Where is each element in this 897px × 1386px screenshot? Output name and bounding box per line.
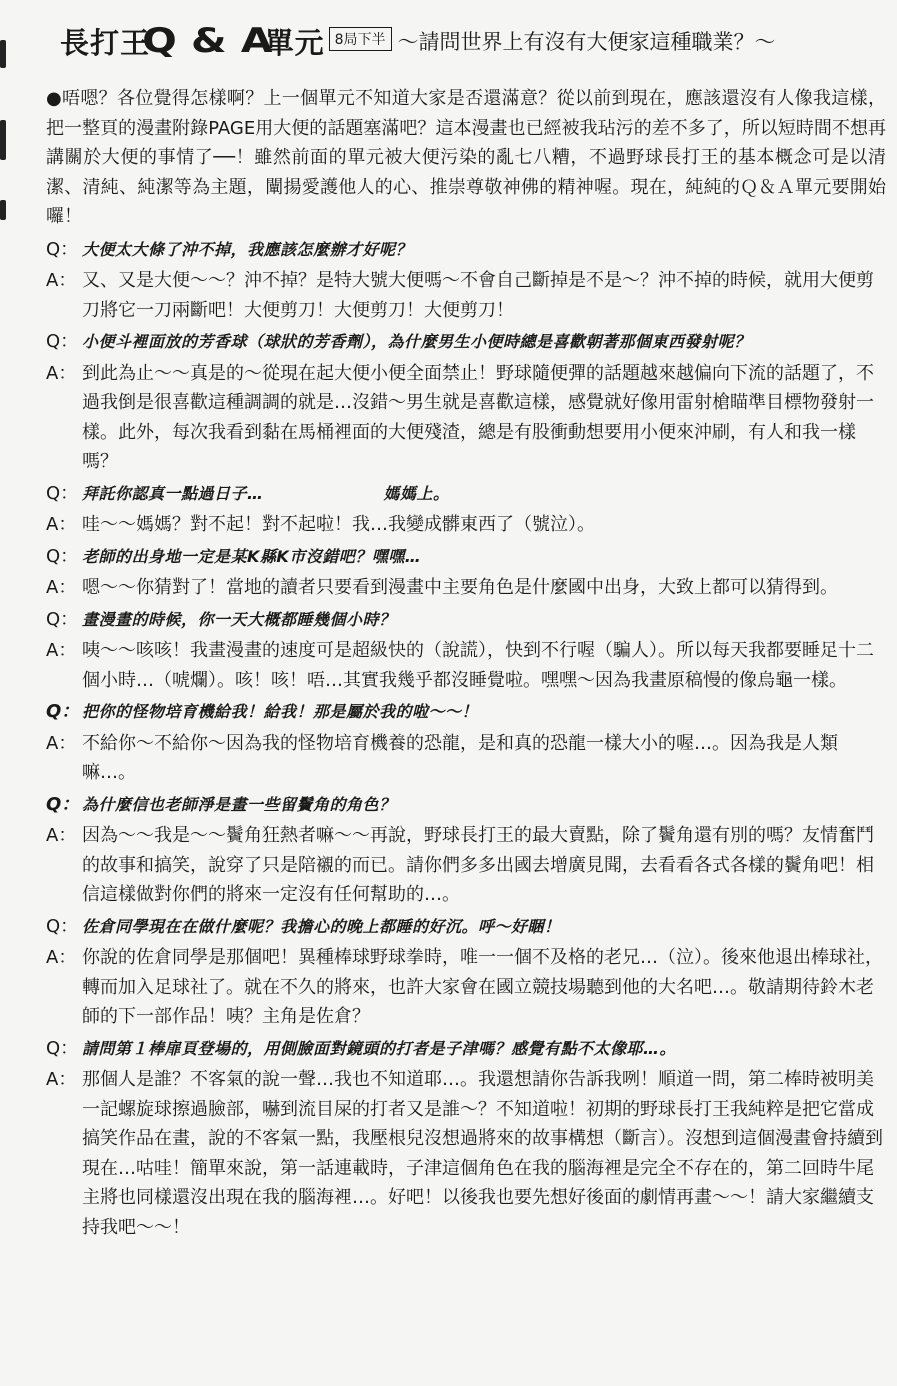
title-unit: 單元 xyxy=(264,25,325,60)
inning-badge: 8局下半 xyxy=(329,27,392,51)
answer-text: 不給你～不給你～因為我的怪物培育機養的恐龍，是和真的恐龍一樣大小的喔…。因為我是人類嘛…。 xyxy=(82,732,838,783)
question-row xyxy=(46,542,886,572)
answer-label: A： xyxy=(46,514,77,535)
answer-row xyxy=(46,510,886,540)
answer-text: 到此為止～～真是的～從現在起大便小便全面禁止！野球隨便彈的話題越來越偏向下流的話題了，不過我倒是很喜歡這種調調的就是…沒錯～男生就是喜歡這樣，感覺就好像用雷射槍瞄準目標物發射一樣。此外，每次我看到黏在馬桶裡面的大便殘渣，總是有股衝動想要用小便來沖刷，有人和我一樣嗎？ xyxy=(82,362,874,472)
answer-text: 咦～～咳咳！我畫漫畫的速度可是超級快的（說謊），快到不行喔（騙人）。所以每天我都要睡足十二個小時…（唬爛）。咳！咳！唔…其實我幾乎都沒睡覺啦。嘿嘿～因為我畫原稿慢的像烏龜一樣。 xyxy=(82,640,874,691)
question-row xyxy=(46,697,886,727)
answer-row xyxy=(46,729,886,788)
page-subtitle: ～請問世界上有沒有大便家這種職業？～ xyxy=(397,30,776,54)
question-text: 畫漫畫的時候，你一天大概都睡幾個小時？ xyxy=(82,609,396,629)
question-text: 拜託你認真一點過日子… xyxy=(82,483,264,503)
question-signature: 媽媽上。 xyxy=(383,483,450,503)
question-row xyxy=(46,912,886,942)
question-text: 為什麼信也老師淨是畫一些留鬢角的角色？ xyxy=(82,794,396,814)
question-label: Q： xyxy=(46,238,79,260)
answer-label: A： xyxy=(46,825,77,846)
page-edge-mark xyxy=(0,200,6,220)
question-label: Q： xyxy=(46,701,80,722)
question-label: Q： xyxy=(46,482,79,504)
title-main: 長打王 xyxy=(60,25,151,60)
question-text: 大便太大條了沖不掉，我應該怎麼辦才好呢？ xyxy=(82,239,413,259)
question-label: Q： xyxy=(46,608,79,630)
question-label: Q： xyxy=(46,331,79,352)
question-text: 把你的怪物培育機給我！給我！那是屬於我的啦～～！ xyxy=(82,702,479,721)
question-label: Q： xyxy=(46,545,79,567)
answer-label: A： xyxy=(46,640,77,661)
page-header xyxy=(60,18,890,64)
answer-label: A： xyxy=(46,270,77,291)
question-row xyxy=(46,1034,886,1064)
title-qa: Q & A xyxy=(142,21,273,61)
answer-text: 那個人是誰？不客氣的說一聲…我也不知道耶…。我還想請你告訴我咧！順道一問，第二棒時被明美一記螺旋球擦過臉部，嚇到流目屎的打者又是誰～？不知道啦！初期的野球長打王我純粹是把它當成搞笑作品在畫，說的不客氣一點，我壓根兒沒想過將來的故事構想（斷言）。沒想到這個漫畫會持續到現在…咕哇！簡單來說，第一話連載時，子津這個角色在我的腦海裡是完全不存在的，第二回時牛尾主將也同樣還沒出現在我的腦海裡…。好吧！以後我也要先想好後面的劇情再畫～～！請大家繼續支持我吧～～！ xyxy=(82,1069,883,1238)
page-edge-mark xyxy=(0,40,6,68)
page-edge-mark xyxy=(0,120,6,160)
intro-paragraph: ●唔嗯？各位覺得怎樣啊？上一個單元不知道大家是否還滿意？從以前到現在，應該還沒有人像我這樣，把一整頁的漫畫附錄PAGE用大便的話題塞滿吧？這本漫畫也已經被我玷污的差不多了，所以短時間不想再講關於大便的事情了──！雖然前面的單元被大便污染的亂七八糟，不過野球長打王的基本概念可是以清潔、清純、純潔等為主題，闡揚愛護他人的心、推崇尊敬神佛的精神喔。現在，純純的Ｑ＆Ａ單元要開始囉！ xyxy=(46,88,886,227)
question-row xyxy=(46,790,886,820)
question-text: 請問第１棒扉頁登場的，用側臉面對鏡頭的打者是子津嗎？感覺有點不太像耶…。 xyxy=(82,1038,677,1058)
question-row xyxy=(46,479,886,509)
answer-row xyxy=(46,359,886,477)
answer-row xyxy=(46,636,886,695)
answer-row xyxy=(46,1065,886,1242)
answer-label: A： xyxy=(46,732,77,754)
question-label: Q： xyxy=(46,915,79,937)
answer-label: A： xyxy=(46,577,77,598)
answer-row xyxy=(46,266,886,325)
answer-row xyxy=(46,943,886,1032)
answer-row xyxy=(46,821,886,910)
qa-content xyxy=(46,84,886,1244)
answer-text: 又、又是大便～～？沖不掉？是特大號大便嗎～不會自己斷掉是不是～？沖不掉的時候，就用大便剪刀將它一刀兩斷吧！大便剪刀！大便剪刀！大便剪刀！ xyxy=(82,270,874,321)
question-row xyxy=(46,235,886,265)
question-label: Q： xyxy=(46,1037,79,1059)
question-label: Q： xyxy=(46,793,80,815)
answer-text: 你說的佐倉同學是那個吧！異種棒球野球拳時，唯一一個不及格的老兄…（泣）。後來他退出棒球社，轉而加入足球社了。就在不久的將來，也許大家會在國立競技場聽到他的大名吧…。敬請期待鈴木老師的下一部作品！咦？主角是佐倉？ xyxy=(82,947,883,1027)
question-row xyxy=(46,605,886,635)
answer-text: 哇～～媽媽？對不起！對不起啦！我…我變成髒東西了（號泣）。 xyxy=(82,514,595,535)
question-text: 佐倉同學現在在做什麼呢？我擔心的晚上都睡的好沉。呼～好睏！ xyxy=(82,916,561,936)
answer-text: 嗯～～你猜對了！當地的讀者只要看到漫畫中主要角色是什麼國中出身，大致上都可以猜得到。 xyxy=(82,577,838,598)
question-text: 老師的出身地一定是某K縣K市沒錯吧？嘿嘿… xyxy=(82,546,422,566)
answer-row xyxy=(46,573,886,603)
answer-label: A： xyxy=(46,362,77,384)
question-text: 小便斗裡面放的芳香球（球狀的芳香劑），為什麼男生小便時總是喜歡朝著那個東西發射呢？ xyxy=(82,332,751,351)
answer-text: 因為～～我是～～鬢角狂熱者嘛～～再說，野球長打王的最大賣點，除了鬢角還有別的嗎？友情奮鬥的故事和搞笑，說穿了只是陪襯的而已。請你們多多出國去增廣見聞，去看看各式各樣的鬢角吧！相信這樣做對你們的將來一定沒有任何幫助的…。 xyxy=(82,825,874,905)
answer-label: A： xyxy=(46,1069,77,1090)
answer-label: A： xyxy=(46,947,77,968)
question-row xyxy=(46,327,886,357)
